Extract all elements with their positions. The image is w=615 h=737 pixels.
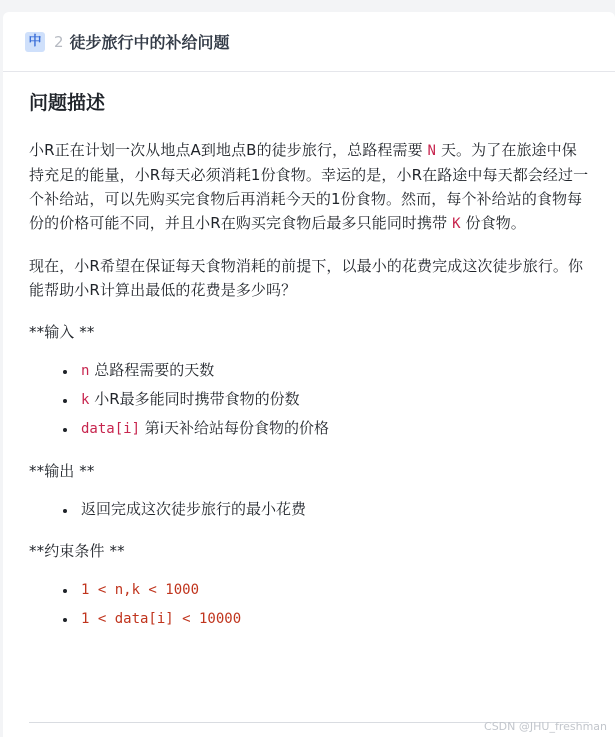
- inline-code: 1 < n,k < 1000: [81, 582, 200, 598]
- description-text: 小R正在计划一次从地点A到地点B的徒步旅行，总路程需要: [29, 141, 428, 159]
- problem-description: [29, 88, 589, 649]
- list-item: [77, 387, 589, 412]
- constraints-list: [29, 577, 589, 631]
- constraints-label: **约束条件 **: [29, 542, 125, 560]
- inline-code: n: [81, 363, 90, 379]
- inline-code: 1 < data[i] < 10000: [81, 611, 242, 627]
- inline-code: data[i]: [81, 421, 141, 437]
- input-label: **输入 **: [29, 323, 95, 341]
- var-n: N: [427, 143, 437, 159]
- watermark: CSDN @JHU_freshman: [484, 720, 607, 733]
- var-k: K: [452, 216, 461, 232]
- description-paragraph: [29, 138, 589, 236]
- output-list: [29, 497, 589, 521]
- description-text: 天。为了在旅途中保持充足的能量，小R每天必须消耗1份食物。幸运的是，小R在路途中每天都会经过一个补给站，可以先购买完食物后再消耗今天的1份食物。然而，每个补给站的食物每份的价格可能不同，并且小R在购买完食物后最多只能同时携带: [29, 141, 589, 232]
- list-item-text: 第i天补给站每份食物的价格: [140, 419, 329, 437]
- difficulty-badge: 中: [25, 32, 45, 52]
- list-item-text: 总路程需要的天数: [89, 361, 215, 379]
- inline-code: k: [81, 392, 90, 408]
- list-item: • 返回完成这次徒步旅行的最小花费: [77, 497, 589, 521]
- list-item: [77, 606, 589, 631]
- list-item: [77, 577, 589, 602]
- output-label: **输出 **: [29, 462, 95, 480]
- problem-number: 2: [54, 32, 64, 51]
- list-item: [77, 358, 589, 383]
- problem-title: 徒步旅行中的补给问题: [69, 33, 230, 52]
- problem-header: [3, 12, 615, 72]
- description-text: 份食物。: [460, 214, 526, 232]
- input-list: [29, 358, 589, 441]
- list-item: [77, 416, 589, 441]
- list-item-text: 小R最多能同时携带食物的份数: [89, 390, 300, 408]
- section-heading: 问题描述: [29, 92, 106, 114]
- goal-paragraph: 现在，小R希望在保证每天食物消耗的前提下，以最小的花费完成这次徒步旅行。你能帮助小R计算出最低的花费是多少吗？: [29, 257, 584, 299]
